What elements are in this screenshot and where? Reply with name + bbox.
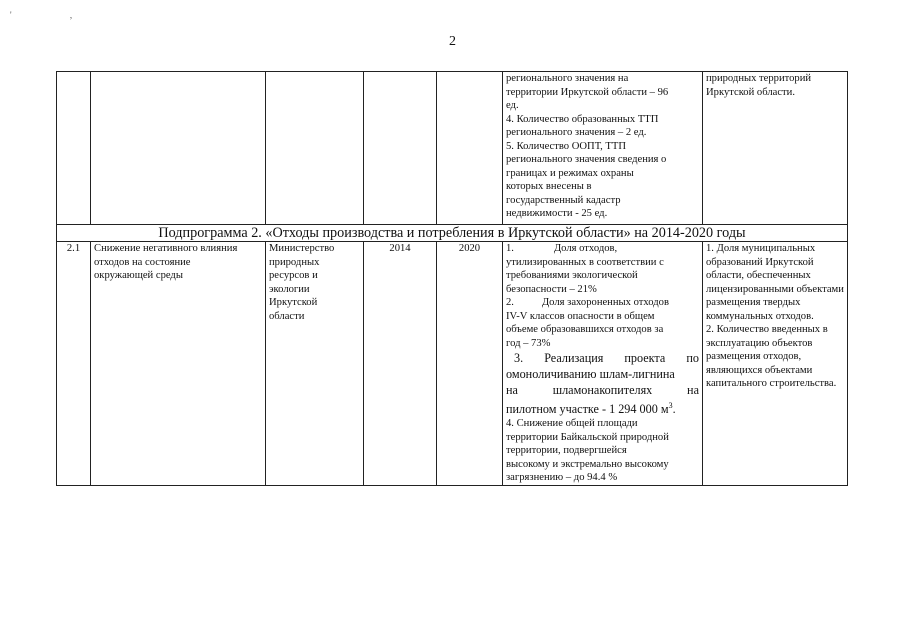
- indicator-3-line: [506, 382, 699, 398]
- text-line: размещения отходов,: [706, 351, 802, 362]
- scan-marks: ' ,: [10, 10, 101, 20]
- text-line: требованиями экологической: [506, 270, 638, 281]
- text-line: образований Иркутской: [706, 256, 814, 268]
- text-line: территории Иркутской области – 96: [506, 86, 669, 98]
- text-line: территории Байкальской природной: [506, 431, 669, 443]
- text-line: 1. Доля муниципальных: [706, 243, 816, 254]
- text-line: недвижимости - 25 ед.: [506, 208, 608, 219]
- indicator-2-head: [506, 296, 699, 310]
- cell-name: [91, 72, 266, 225]
- cell-end-year: 2020: [437, 242, 503, 486]
- indicator-1-head: [506, 242, 699, 256]
- text-line: ед.: [506, 100, 519, 111]
- cell-start-year: 2014: [364, 242, 437, 486]
- cell-end-year: [437, 72, 503, 225]
- text-line: которых внесены в: [506, 181, 592, 192]
- text-line: 2. Количество введенных в: [706, 324, 828, 335]
- text-run: .: [672, 402, 676, 417]
- text-line: эксплуатацию объектов: [706, 337, 813, 349]
- text-line: Министерство: [269, 243, 335, 254]
- text-line: высокому и экстремально высокому: [506, 458, 669, 470]
- text-line: Иркутской: [269, 297, 318, 308]
- text-line: области: [269, 310, 305, 322]
- text-line: Иркутской области.: [706, 86, 795, 98]
- cell-executor: [266, 72, 364, 225]
- text-line: размещения твердых: [706, 297, 801, 308]
- text-line: регионального значения – 2 ед.: [506, 127, 647, 138]
- text-line: природных: [269, 256, 320, 268]
- text-word: проекта: [624, 351, 666, 365]
- cell-number: 2.1: [57, 242, 91, 486]
- text-line: ресурсов и: [269, 270, 318, 281]
- text-line: омоноличиванию шлам-лигнина: [506, 367, 675, 381]
- program-table: [56, 71, 848, 486]
- cell-results: [703, 72, 848, 225]
- text-line: 5. Количество ООПТ, ТТП: [506, 140, 626, 152]
- text-line: коммунальных отходов.: [706, 310, 814, 322]
- cell-indicators: [503, 242, 703, 486]
- text-line: 4. Количество образованных ТТП: [506, 113, 659, 125]
- text-run: пилотном участке - 1 294 000 м: [506, 402, 669, 417]
- cell-number: [57, 72, 91, 225]
- text-line: являющихся объектами: [706, 364, 813, 376]
- superscript: 3: [668, 401, 673, 410]
- cell-executor: [266, 242, 364, 486]
- text-line: утилизированных в соответствии с: [506, 256, 664, 268]
- text-line: IV-V классов опасности в общем: [506, 310, 655, 322]
- text-word: на: [687, 383, 699, 397]
- subprogram-row: [57, 225, 848, 242]
- text-line: объеме образовавшихся отходов за: [506, 324, 664, 335]
- indicator-number: 1.: [506, 243, 514, 254]
- text-word: Реализация: [544, 351, 604, 365]
- text-line: окружающей среды: [94, 270, 183, 281]
- indicator-3-line: [506, 350, 699, 366]
- text-line: государственный кадастр: [506, 194, 621, 206]
- text-line: регионального значения на: [506, 73, 629, 84]
- table-row-2-1: [57, 242, 848, 486]
- text-word: шламонакопителях: [552, 383, 653, 397]
- text-line: экологии: [269, 283, 310, 295]
- text-word: на: [506, 383, 518, 397]
- text-line: отходов на состояние: [94, 256, 191, 268]
- indicator-3-volume: [506, 398, 699, 417]
- text-line: границах и режимах охраны: [506, 167, 634, 179]
- text-line: безопасности – 21%: [506, 283, 597, 295]
- indicator-text: Доля захороненных отходов: [541, 297, 669, 308]
- indicator-number: 2.: [506, 297, 514, 308]
- text-line: регионального значения сведения о: [506, 154, 667, 165]
- text-line: 4. Снижение общей площади: [506, 418, 638, 430]
- text-word: по: [686, 351, 699, 365]
- text-line: Снижение негативного влияния: [94, 243, 238, 254]
- text-line: капитального строительства.: [706, 378, 837, 389]
- cell-indicators: [503, 72, 703, 225]
- page-number: 2: [449, 34, 456, 49]
- text-line: области, обеспеченных: [706, 270, 811, 281]
- text-line: загрязнению – до 94.4 %: [506, 472, 618, 484]
- text-line: лицензированными объектами: [706, 283, 844, 295]
- table-row-continuation: [57, 72, 848, 225]
- text-word: 3.: [514, 351, 524, 365]
- text-line: природных территорий: [706, 73, 812, 84]
- text-line: территории, подвергшейся: [506, 445, 627, 457]
- text-line: год – 73%: [506, 337, 551, 349]
- cell-name: [91, 242, 266, 486]
- cell-start-year: [364, 72, 437, 225]
- subprogram-title: Подпрограмма 2. «Отходы производства и потребления в Иркутской области» на 2014-2020 годы: [57, 225, 848, 242]
- indicator-text: Доля отходов,: [553, 243, 618, 254]
- cell-results: [703, 242, 848, 486]
